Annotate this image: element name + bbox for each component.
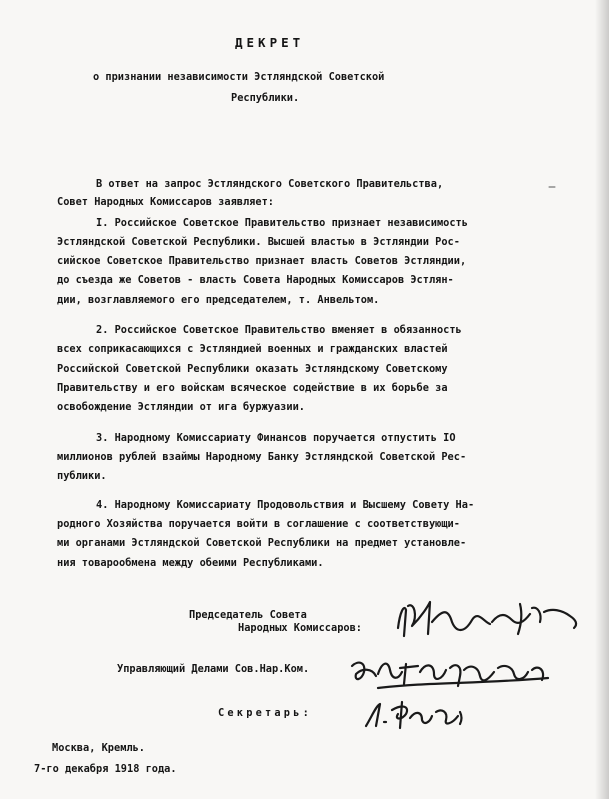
manager-signature (348, 650, 558, 696)
paragraph-1-line-3: сийское Советское Правительство признает власть Советов Эстляндии, (57, 255, 467, 267)
paragraph-4-line-4: ния товарообмена между обеими Республиками. (57, 557, 324, 569)
paragraph-4-line-1: 4. Народному Комиссариату Продовольствия и Высшему Совету На- (96, 499, 475, 511)
secretary-signature (362, 698, 466, 732)
chairman-label-line-1: Председатель Совета (189, 609, 307, 621)
paragraph-2-line-1: 2. Российское Советское Правительство вменяет в обязанность (96, 324, 462, 336)
intro-line-1: В ответ на запрос Эстляндского Советского Правительства, (96, 178, 444, 190)
paragraph-4-line-3: ми органами Эстляндской Советской Республики на предмет установле- (57, 537, 467, 549)
manager-label: Управляющий Делами Сов.Нар.Ком. (117, 663, 310, 675)
paragraph-1-line-4: до съезда же Советов - власть Совета Народных Комиссаров Эстлян- (57, 274, 454, 286)
place-line: Москва, Кремль. (52, 742, 145, 754)
paragraph-2-line-4: Правительству и его войскам всяческое содействие в их борьбе за (57, 382, 448, 394)
intro-line-2: Совет Народных Комиссаров заявляет: (57, 196, 274, 208)
paragraph-1-line-5: дии, возглавляемого его председателем, т. Анвельтом. (57, 294, 380, 306)
paragraph-1-line-2: Эстляндской Советской Республики. Высшей властью в Эстляндии Рос- (57, 236, 460, 248)
chairman-signature (392, 592, 584, 648)
paragraph-2-line-5: освобождение Эстляндии от ига буржуазии. (57, 401, 305, 413)
paragraph-2-line-2: всех соприкасающихся с Эстляндией военных и гражданских властей (57, 343, 448, 355)
paragraph-2-line-3: Российской Советской Республики оказать Эстляндскому Советскому (57, 363, 448, 375)
document-subtitle-line-1: о признании независимости Эстляндской Советской (93, 71, 385, 83)
margin-mark (548, 183, 556, 191)
document-title: ДЕКРЕТ (235, 35, 305, 50)
paragraph-3-line-3: публики. (57, 470, 107, 482)
paragraph-4-line-2: родного Хозяйства поручается войти в соглашение с соответствующи- (57, 518, 460, 530)
paragraph-1-line-1: I. Российское Советское Правительство признает независимость (96, 217, 468, 229)
paragraph-3-line-2: миллионов рублей взаймы Народному Банку Эстляндской Советской Рес- (57, 451, 467, 463)
chairman-label-line-2: Народных Комиссаров: (238, 622, 362, 634)
document-subtitle-line-2: Республики. (231, 92, 300, 104)
date-line: 7-го декабря 1918 года. (34, 763, 177, 775)
paragraph-3-line-1: 3. Народному Комиссариату Финансов поручается отпустить IO (96, 432, 456, 444)
secretary-label: Секретарь: (218, 707, 312, 719)
